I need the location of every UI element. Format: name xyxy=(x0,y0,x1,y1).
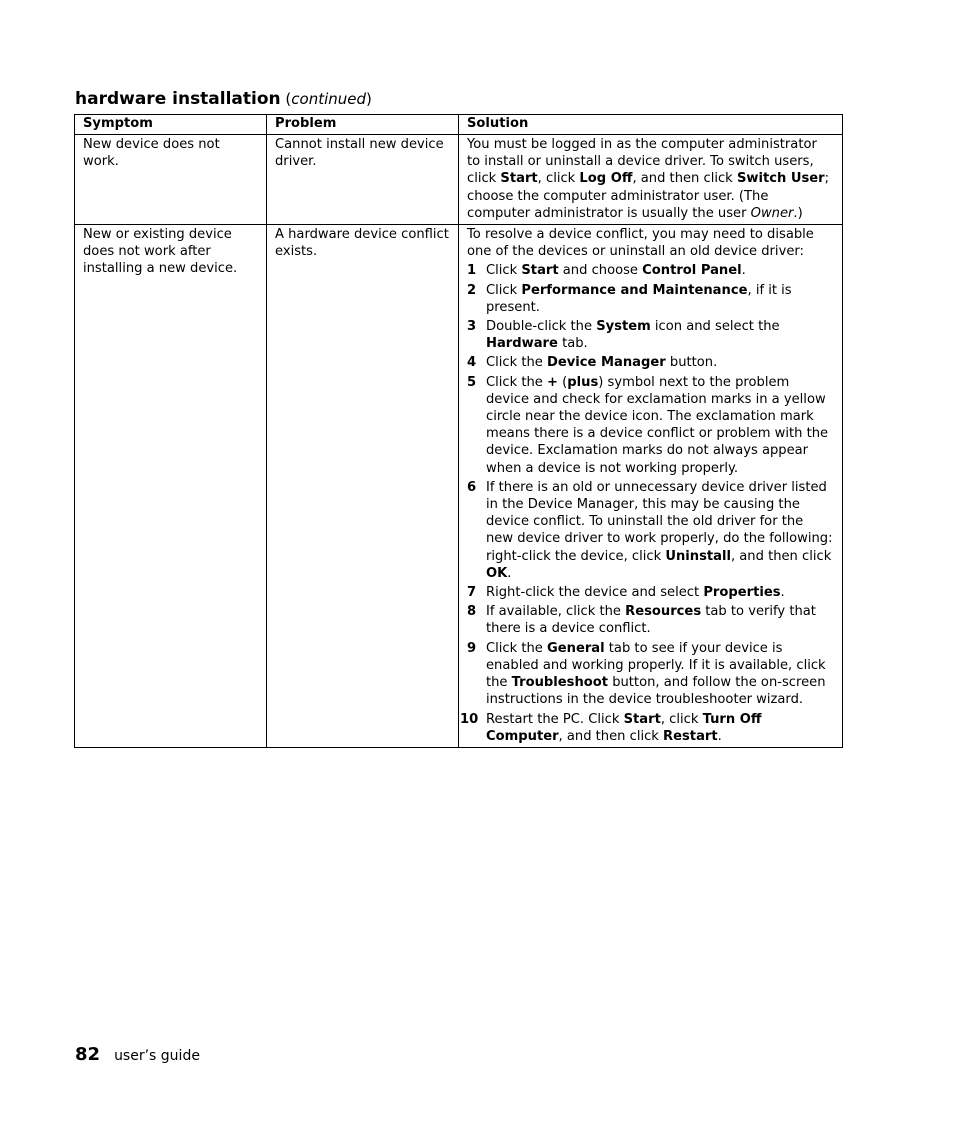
step-bold-term: Hardware xyxy=(486,336,558,352)
step-bold-term: OK xyxy=(486,565,508,581)
step-text: If there is an old or unnecessary device driver listed in the Device Manager, this may be causing the device conflict. To uninstall the old driver for the new device driver to work properly, do the following: right-click the device, click xyxy=(486,479,833,564)
step-bold-term: Start xyxy=(521,263,559,279)
step-bold-term: System xyxy=(596,319,651,335)
step-bold-term: + xyxy=(547,374,558,390)
solution-text: ; choose the computer administrator user. (The computer administrator is usually the user xyxy=(467,171,830,221)
solution-text: , click xyxy=(537,171,580,187)
step-number: 9 xyxy=(467,640,477,656)
step-text: Click the xyxy=(486,355,548,371)
section-heading xyxy=(75,89,372,109)
step-number: 7 xyxy=(467,585,477,601)
step-bold-term: Properties xyxy=(703,585,781,601)
step-bold-term: Start xyxy=(623,711,661,727)
step-text: If available, click the xyxy=(486,604,626,620)
step-text: , and then click xyxy=(558,728,664,744)
header-symptom: Symptom xyxy=(75,115,267,135)
step-item xyxy=(467,282,834,316)
step-bold-term: Turn Off Computer xyxy=(486,711,762,744)
step-item xyxy=(467,640,834,709)
step-item xyxy=(467,354,834,371)
solution-text: .) xyxy=(793,205,803,221)
step-text: Click the xyxy=(486,374,548,390)
section-title: hardware installation xyxy=(75,89,281,109)
solution-cell xyxy=(459,135,843,225)
step-number: 6 xyxy=(467,479,477,495)
guide-label: user’s guide xyxy=(114,1048,200,1064)
step-item xyxy=(467,584,834,601)
step-text: tab to see if your device is enabled and working properly. If it is available, click the xyxy=(486,640,826,691)
step-text: tab. xyxy=(557,336,588,352)
step-bold-term: plus xyxy=(567,374,599,390)
step-number: 3 xyxy=(467,319,477,335)
problem-cell: Cannot install new device driver. xyxy=(267,135,459,225)
step-item xyxy=(467,318,834,352)
step-text: Right-click the device and select xyxy=(486,585,704,601)
step-text: . xyxy=(780,585,785,601)
step-text: Click xyxy=(486,263,522,279)
symptom-cell: New device does not work. xyxy=(75,135,267,225)
solution-text: , and then click xyxy=(632,171,737,187)
step-text: Click xyxy=(486,282,522,298)
step-text: tab to verify that there is a device conflict. xyxy=(486,604,816,637)
step-text: . xyxy=(717,728,722,744)
step-item xyxy=(460,711,834,745)
step-item xyxy=(467,603,834,637)
step-text: , click xyxy=(660,711,703,727)
step-text: Restart the PC. Click xyxy=(486,711,624,727)
problem-cell: A hardware device conflict exists. xyxy=(267,225,459,748)
solution-italic-term: Owner xyxy=(750,205,794,221)
step-text: ( xyxy=(558,374,568,390)
header-problem: Problem xyxy=(267,115,459,135)
step-text: and choose xyxy=(558,263,643,279)
table-row xyxy=(75,135,843,225)
step-item xyxy=(467,262,834,279)
step-bold-term: Device Manager xyxy=(547,355,666,371)
step-text: button, and follow the on-screen instructions in the device troubleshooter wizard. xyxy=(486,675,826,708)
step-bold-term: Resources xyxy=(625,604,702,620)
table-header-row xyxy=(75,115,843,135)
page-number: 82 xyxy=(75,1044,101,1065)
solution-cell xyxy=(459,225,843,748)
step-text: Double-click the xyxy=(486,319,597,335)
step-bold-term: Uninstall xyxy=(665,548,731,564)
step-number: 8 xyxy=(467,604,477,620)
step-text: . xyxy=(741,263,746,279)
step-item xyxy=(467,374,834,477)
troubleshooting-table xyxy=(74,114,843,748)
step-number: 4 xyxy=(467,355,477,371)
step-text: . xyxy=(507,565,512,581)
step-text: , and then click xyxy=(730,548,832,564)
step-text: , if it is present. xyxy=(486,282,792,315)
symptom-cell: New or existing device does not work after installing a new device. xyxy=(75,225,267,748)
solution-bold-term: Log Off xyxy=(579,171,633,187)
page-footer xyxy=(75,1044,200,1065)
solution-bold-term: Start xyxy=(500,171,538,187)
step-text: ) symbol next to the problem device and check for exclamation marks in a yellow circle near the device icon. The exclamation mark means there is a device conflict or problem with the device. Exclamation marks do not always appear when a device is not working properly. xyxy=(486,374,829,476)
step-number: 2 xyxy=(467,282,477,298)
solution-bold-term: Switch User xyxy=(736,171,825,187)
step-bold-term: Restart xyxy=(663,728,718,744)
step-number: 5 xyxy=(467,374,477,390)
step-text: Click the xyxy=(486,640,548,656)
solution-intro: To resolve a device conflict, you may need to disable one of the devices or uninstall an old device driver: xyxy=(467,227,814,260)
step-text: icon and select the xyxy=(650,319,780,335)
solution-steps-list xyxy=(460,262,834,744)
step-bold-term: Performance and Maintenance xyxy=(521,282,748,298)
step-bold-term: General xyxy=(547,640,605,656)
step-text: button. xyxy=(665,355,718,371)
close-paren: ) xyxy=(366,90,372,108)
step-number: 10 xyxy=(460,711,479,727)
table-row xyxy=(75,225,843,748)
step-bold-term: Control Panel xyxy=(642,263,742,279)
step-bold-term: Troubleshoot xyxy=(511,675,609,691)
header-solution: Solution xyxy=(459,115,843,135)
solution-text: You must be logged in as the computer administrator to install or uninstall a device driver. To switch users, click xyxy=(467,137,817,187)
open-paren: ( xyxy=(280,90,292,108)
step-item xyxy=(467,479,834,582)
step-number: 1 xyxy=(467,263,477,279)
continued-label: continued xyxy=(291,90,367,108)
